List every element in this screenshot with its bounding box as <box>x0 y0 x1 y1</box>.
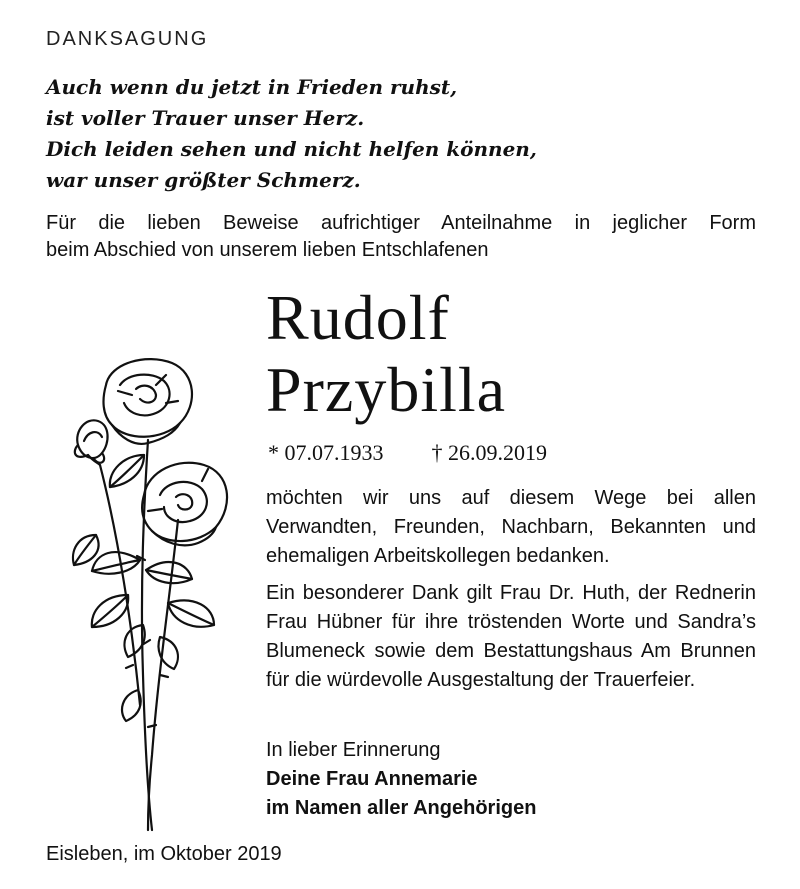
rose-icon <box>48 345 248 835</box>
poem-line: Auch wenn du jetzt in Frieden ruhst, <box>46 75 458 99</box>
intro-line: Für die lieben Beweise aufrichtiger Anteilnahme in jeglicher Form <box>46 212 756 234</box>
heading: DANKSAGUNG <box>46 28 209 50</box>
signoff-memory: In lieber Erinnerung <box>266 739 441 761</box>
life-dates <box>268 440 547 466</box>
poem-line: Dich leiden sehen und nicht helfen können, <box>46 137 537 161</box>
deceased-last-name: Przybilla <box>266 354 507 425</box>
birth-date: * 07.07.1933 <box>268 440 384 465</box>
poem-line: ist voller Trauer unser Herz. <box>46 106 365 130</box>
deceased-name <box>266 282 506 426</box>
death-date: † 26.09.2019 <box>431 440 547 465</box>
intro-line: beim Abschied von unserem lieben Entschlafenen <box>46 239 489 261</box>
intro-text <box>46 210 756 264</box>
poem <box>46 72 537 196</box>
signoff-from: Deine Frau Annemarie <box>266 768 478 790</box>
signoff <box>266 736 536 823</box>
thanks-paragraph: Ein besonderer Dank gilt Frau Dr. Huth, der Rednerin Frau Hübner für ihre tröstenden Worte und Sandra’s Blumeneck sowie dem Bestattungshaus Am Brunnen für die würdevolle Ausgestaltung der Trauerfeier. <box>266 582 756 691</box>
thanks-text <box>266 484 756 703</box>
poem-line: war unser größter Schmerz. <box>46 168 361 192</box>
place-date: Eisleben, im Oktober 2019 <box>46 843 282 865</box>
signoff-family: im Namen aller Angehörigen <box>266 797 537 819</box>
thanks-paragraph: möchten wir uns auf diesem Wege bei allen Verwandten, Freunden, Nachbarn, Bekannten und ehemaligen Arbeitskollegen bedanken. <box>266 487 756 567</box>
deceased-first-name: Rudolf <box>266 282 450 353</box>
